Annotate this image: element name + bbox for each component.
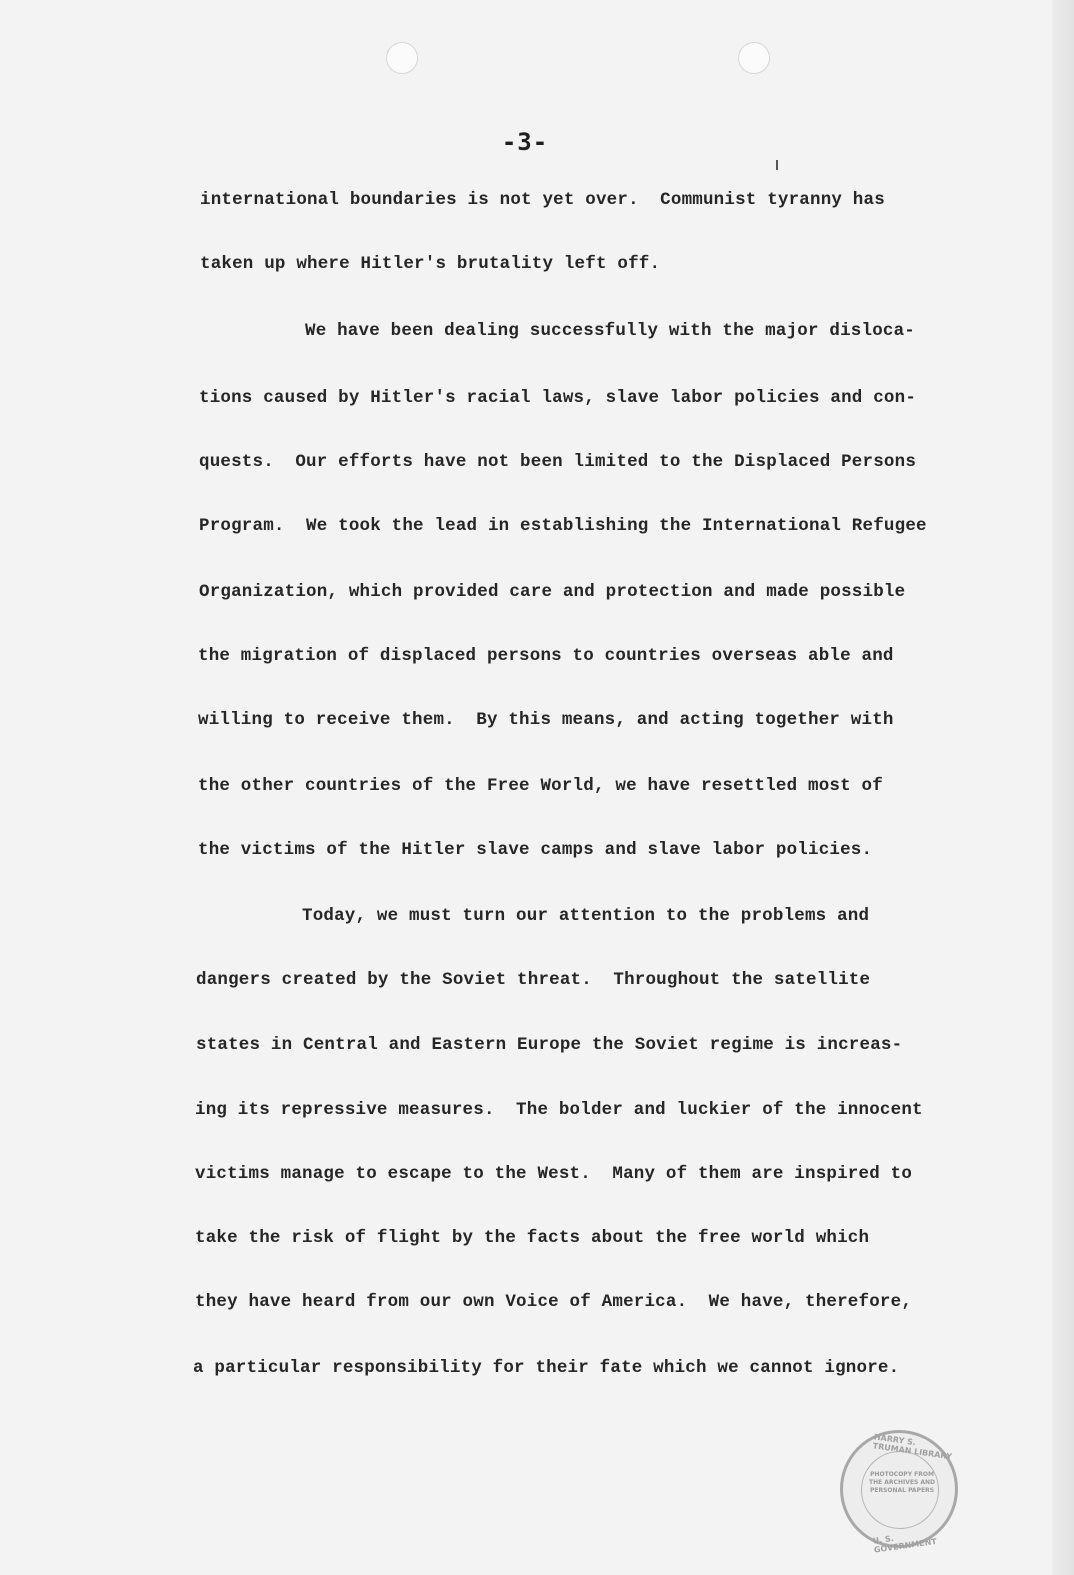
text-line: states in Central and Eastern Europe the Soviet regime is increas- <box>196 1035 903 1055</box>
text-line: taken up where Hitler's brutality left off. <box>200 254 661 274</box>
text-line: willing to receive them. By this means, and acting together with <box>198 710 894 730</box>
text-line: the victims of the Hitler slave camps and slave labor policies. <box>198 840 873 860</box>
scan-edge <box>1052 0 1074 1575</box>
text-line: victims manage to escape to the West. Many of them are inspired to <box>195 1164 913 1184</box>
punch-hole-left <box>386 42 418 74</box>
text-line: ing its repressive measures. The bolder and luckier of the innocent <box>195 1100 923 1120</box>
pen-mark <box>776 160 778 170</box>
stamp-ring-top-text: HARRY S. TRUMAN LIBRARY <box>872 1432 953 1462</box>
text-line: Organization, which provided care and protection and made possible <box>199 582 906 602</box>
library-stamp <box>840 1430 958 1555</box>
text-line: a particular responsibility for their fate which we cannot ignore. <box>193 1358 900 1378</box>
text-line: take the risk of flight by the facts about the free world which <box>195 1228 870 1248</box>
page-number: -3- <box>501 128 549 156</box>
text-line: they have heard from our own Voice of America. We have, therefore, <box>195 1292 913 1312</box>
text-line: tions caused by Hitler's racial laws, slave labor policies and con- <box>199 388 917 408</box>
text-line: We have been dealing successfully with the major disloca- <box>305 321 915 341</box>
punch-hole-right <box>738 42 770 74</box>
text-line: Today, we must turn our attention to the problems and <box>302 906 870 926</box>
text-line: Program. We took the lead in establishing the International Refugee <box>199 516 927 536</box>
stamp-center-text: PHOTOCOPY FROM THE ARCHIVES AND PERSONAL PAPERS <box>868 1471 936 1494</box>
text-line: the other countries of the Free World, we have resettled most of <box>198 776 883 796</box>
stamp-ring-bottom-text: U. S. GOVERNMENT <box>872 1533 938 1555</box>
text-line: international boundaries is not yet over. Communist tyranny has <box>200 190 885 210</box>
text-line: quests. Our efforts have not been limited to the Displaced Persons <box>199 452 917 472</box>
text-line: the migration of displaced persons to countries overseas able and <box>198 646 894 666</box>
text-line: dangers created by the Soviet threat. Throughout the satellite <box>196 970 871 990</box>
